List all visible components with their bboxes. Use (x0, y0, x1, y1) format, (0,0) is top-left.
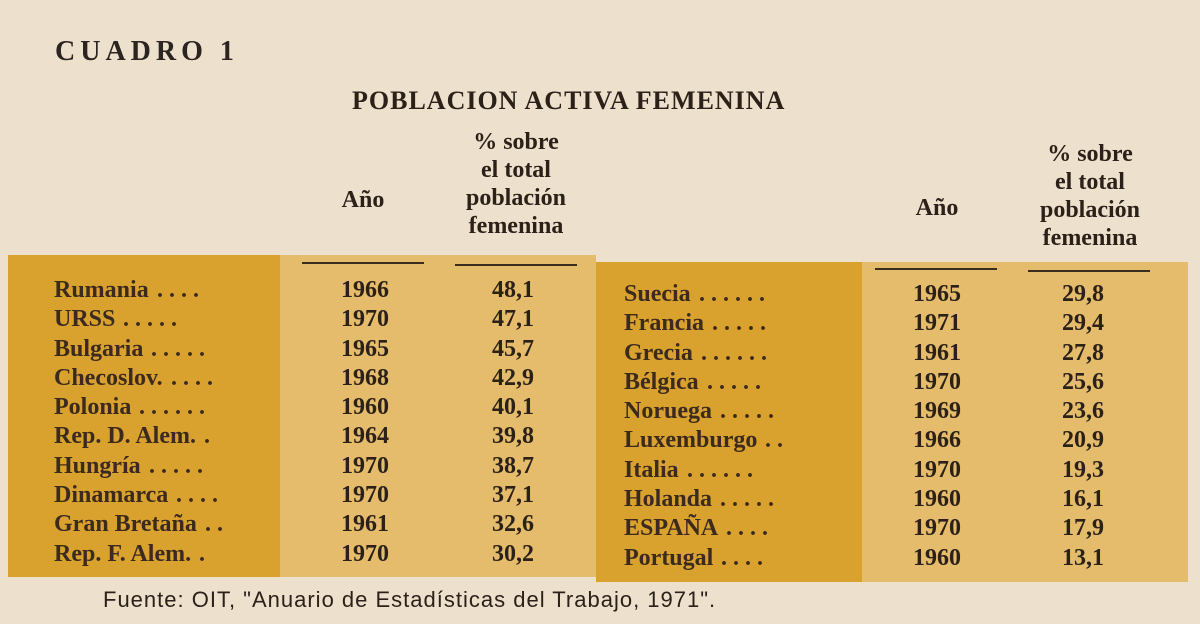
country-name: Italia (624, 456, 679, 483)
country-name: Portugal (624, 544, 714, 571)
leader-dots: . . . . (721, 544, 763, 571)
table-row (596, 309, 1200, 338)
country-name: Holanda (624, 486, 713, 513)
table-row (0, 305, 600, 334)
percent-cell: 38,7 (492, 452, 534, 479)
leader-dots: . . . . . . (687, 456, 753, 483)
country-name: Hungría (54, 452, 141, 479)
year-cell: 1965 (913, 281, 961, 307)
left-year-header: Año (341, 187, 385, 213)
left-table-body (0, 276, 600, 569)
year-cell: 1970 (913, 456, 961, 483)
country-name: Dinamarca (54, 482, 169, 509)
year-cell: 1970 (341, 482, 389, 509)
leader-dots: . . . . . (149, 452, 203, 479)
leader-dots: . . (765, 427, 783, 454)
table-row (0, 364, 600, 393)
leader-dots: . . . . . (720, 486, 774, 513)
country-name: Bélgica (624, 368, 699, 395)
table-row (596, 339, 1200, 368)
leader-dots: . (199, 540, 205, 567)
leader-dots: . . . . . . (701, 339, 767, 366)
year-cell: 1966 (913, 427, 961, 454)
year-cell: 1969 (913, 398, 961, 425)
left-pct-header-line-1: % sobre (473, 129, 559, 155)
percent-cell: 20,9 (1062, 427, 1104, 454)
percent-cell: 30,2 (492, 540, 534, 567)
left-year-rule (302, 262, 424, 264)
leader-dots: . . . . (176, 482, 218, 509)
percent-cell: 29,4 (1062, 310, 1104, 337)
leader-dots: . . . . . (123, 306, 177, 333)
percent-cell: 40,1 (492, 394, 534, 421)
leader-dots: . (204, 423, 210, 450)
left-pct-header (431, 128, 601, 240)
year-cell: 1964 (341, 423, 389, 450)
table-row (0, 481, 600, 510)
leader-dots: . . . . . . (139, 394, 205, 421)
table-row (596, 368, 1200, 397)
year-cell: 1960 (341, 394, 389, 421)
country-name: URSS (54, 306, 116, 333)
country-name: Bulgaria (54, 335, 144, 362)
country-name: Suecia (624, 281, 691, 307)
year-cell: 1970 (913, 515, 961, 542)
right-pct-header-line-4: femenina (1042, 225, 1138, 251)
percent-cell: 48,1 (492, 277, 534, 303)
country-name: Rep. D. Alem. (54, 423, 196, 450)
year-cell: 1960 (913, 544, 961, 571)
percent-cell: 45,7 (492, 335, 534, 362)
right-pct-header-line-1: % sobre (1047, 141, 1133, 167)
year-cell: 1966 (341, 277, 389, 303)
percent-cell: 27,8 (1062, 339, 1104, 366)
table-row (0, 393, 600, 422)
right-pct-header-line-2: el total (1055, 169, 1125, 195)
right-pct-header (1005, 140, 1175, 252)
leader-dots: . . . . (157, 277, 199, 303)
year-cell: 1968 (341, 364, 389, 391)
year-cell: 1960 (913, 486, 961, 513)
right-table-body (596, 280, 1200, 573)
table-row (0, 335, 600, 364)
percent-cell: 16,1 (1062, 486, 1104, 513)
percent-cell: 37,1 (492, 482, 534, 509)
country-name: Checoslov. (54, 364, 163, 391)
leader-dots: . . . . . (720, 398, 774, 425)
table-row (0, 452, 600, 481)
year-cell: 1970 (913, 368, 961, 395)
left-pct-header-line-3: población (465, 185, 567, 211)
country-name: Francia (624, 310, 704, 337)
year-cell: 1961 (341, 511, 389, 538)
year-cell: 1971 (913, 310, 961, 337)
right-year-header: Año (915, 195, 959, 221)
table-row (0, 540, 600, 569)
percent-cell: 17,9 (1062, 515, 1104, 542)
leader-dots: . . . . . (707, 368, 761, 395)
percent-cell: 39,8 (492, 423, 534, 450)
table-row (596, 397, 1200, 426)
country-name: Luxemburgo (624, 427, 758, 454)
percent-cell: 25,6 (1062, 368, 1104, 395)
left-pct-header-line-2: el total (481, 157, 551, 183)
country-name: Rep. F. Alem. (54, 540, 192, 567)
country-name: Noruega (624, 398, 712, 425)
leader-dots: . . . . (171, 364, 213, 391)
table-number: CUADRO 1 (55, 36, 239, 67)
year-cell: 1970 (341, 540, 389, 567)
percent-cell: 42,9 (492, 364, 534, 391)
country-name: Polonia (54, 394, 132, 421)
country-name: Grecia (624, 339, 693, 366)
country-name: Gran Bretaña (54, 511, 197, 538)
percent-cell: 47,1 (492, 306, 534, 333)
table-row (596, 280, 1200, 309)
year-cell: 1970 (341, 452, 389, 479)
table-row (0, 510, 600, 539)
table-row (0, 422, 600, 451)
year-cell: 1970 (341, 306, 389, 333)
leader-dots: . . . . (726, 515, 768, 542)
leader-dots: . . . . . (151, 335, 205, 362)
percent-cell: 19,3 (1062, 456, 1104, 483)
right-pct-rule (1028, 270, 1150, 272)
year-cell: 1961 (913, 339, 961, 366)
table-row (0, 276, 600, 305)
leader-dots: . . (205, 511, 223, 538)
table-row (596, 456, 1200, 485)
right-year-rule (875, 268, 997, 270)
table-row (596, 544, 1200, 573)
table-row (596, 426, 1200, 455)
percent-cell: 32,6 (492, 511, 534, 538)
percent-cell: 13,1 (1062, 544, 1104, 571)
right-pct-header-line-3: población (1039, 197, 1141, 223)
source-note: Fuente: OIT, "Anuario de Estadísticas del Trabajo, 1971". (103, 587, 717, 612)
year-cell: 1965 (341, 335, 389, 362)
percent-cell: 29,8 (1062, 281, 1104, 307)
table-row (596, 485, 1200, 514)
left-pct-header-line-4: femenina (468, 213, 564, 239)
left-pct-rule (455, 264, 577, 266)
leader-dots: . . . . . (712, 310, 766, 337)
leader-dots: . . . . . . (699, 281, 765, 307)
country-name: ESPAÑA (624, 515, 719, 542)
table-title: POBLACION ACTIVA FEMENINA (352, 86, 786, 115)
country-name: Rumania (54, 277, 149, 303)
percent-cell: 23,6 (1062, 398, 1104, 425)
table-row (596, 514, 1200, 543)
